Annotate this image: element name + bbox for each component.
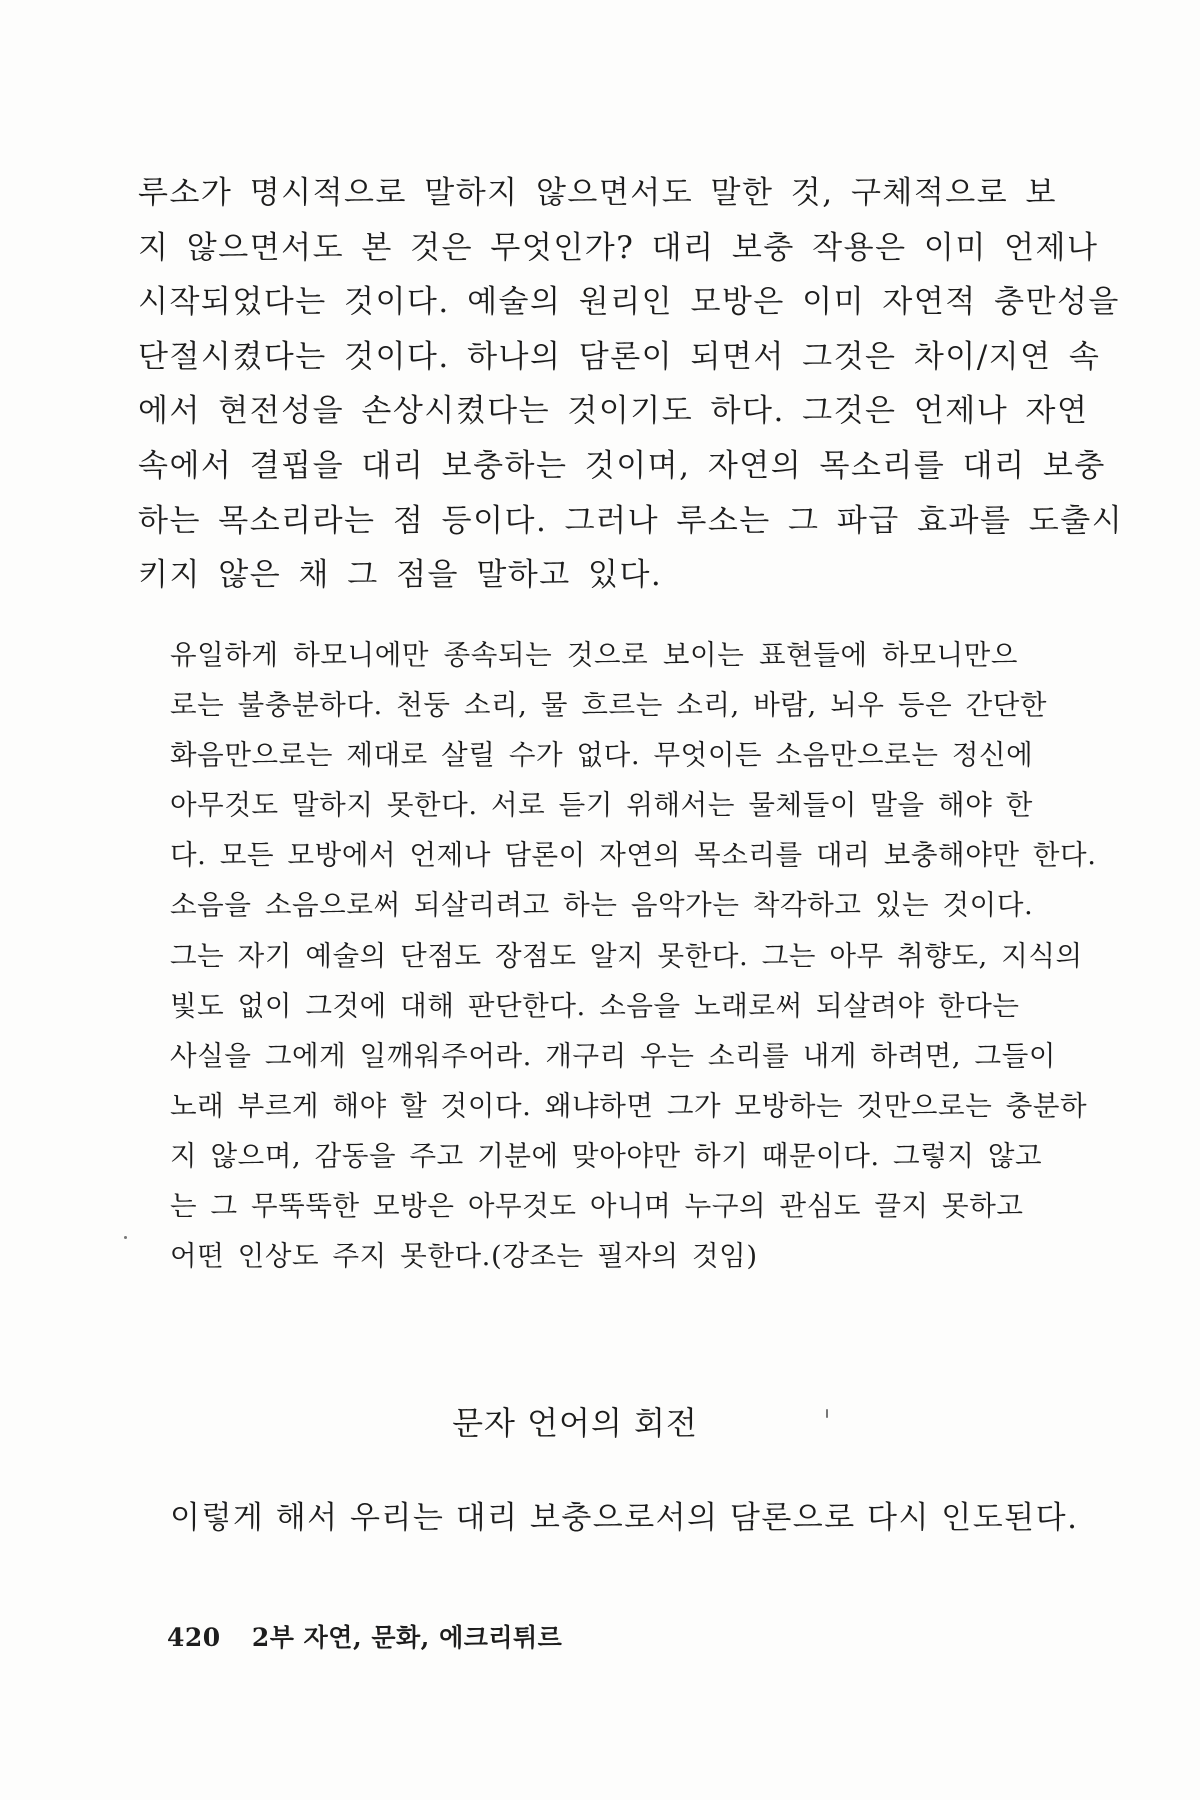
quotation-line: 사실을 그에게 일깨워주어라. 개구리 우는 소리를 내게 하려면, 그들이 bbox=[170, 1039, 1057, 1072]
quotation-line: 화음만으로는 제대로 살릴 수가 없다. 무엇이든 소음만으로는 정신에 bbox=[170, 739, 1034, 772]
paragraph-line: 시작되었다는 것이다. 예술의 원리인 모방은 이미 자연적 충만성을 bbox=[138, 284, 1120, 321]
paragraph-line: 루소가 명시적으로 말하지 않으면서도 말한 것, 구체적으로 보 bbox=[138, 175, 1057, 211]
scan-speck bbox=[826, 1409, 828, 1418]
quotation-line: 는 그 무뚝뚝한 모방은 아무것도 아니며 누구의 관심도 끌지 못하고 bbox=[170, 1190, 1024, 1223]
section-heading: 문자 언어의 회전 bbox=[452, 1404, 698, 1442]
quotation-line: 어떤 인상도 주지 못한다.(강조는 필자의 것임) bbox=[170, 1240, 758, 1273]
paragraph-line: 단절시켰다는 것이다. 하나의 담론이 되면서 그것은 차이/지연 속 bbox=[138, 338, 1101, 375]
quotation-line: 지 않으며, 감동을 주고 기분에 맞아야만 하기 때문이다. 그렇지 않고 bbox=[170, 1139, 1043, 1172]
main-paragraph bbox=[138, 166, 1124, 603]
quotation-line: 그는 자기 예술의 단점도 장점도 알지 못한다. 그는 아무 취향도, 지식의 bbox=[170, 939, 1083, 972]
quotation-line: 로는 불충분하다. 천둥 소리, 물 흐르는 소리, 바람, 뇌우 등은 간단한 bbox=[170, 689, 1048, 722]
block-quotation bbox=[170, 630, 1097, 1281]
quotation-line: 빛도 없이 그것에 대해 판단한다. 소음을 노래로써 되살려야 한다는 bbox=[170, 989, 1020, 1022]
quotation-line: 유일하게 하모니에만 종속되는 것으로 보이는 표현들에 하모니만으 bbox=[170, 639, 1018, 671]
closing-line: 이렇게 해서 우리는 대리 보충으로서의 담론으로 다시 인도된다. bbox=[170, 1500, 1079, 1536]
scan-speck bbox=[124, 1236, 127, 1239]
paragraph-line: 에서 현전성을 손상시켰다는 것이기도 하다. 그것은 언제나 자연 bbox=[138, 393, 1089, 430]
page-footer bbox=[167, 1618, 562, 1654]
paragraph-line: 키지 않은 채 그 점을 말하고 있다. bbox=[138, 557, 663, 594]
paragraph-line: 하는 목소리라는 점 등이다. 그러나 루소는 그 파급 효과를 도출시 bbox=[138, 502, 1124, 539]
quotation-line: 아무것도 말하지 못한다. 서로 듣기 위해서는 물체들이 말을 해야 한 bbox=[170, 789, 1033, 822]
paragraph-line: 지 않으면서도 본 것은 무엇인가? 대리 보충 작용은 이미 언제나 bbox=[138, 229, 1099, 266]
quotation-line: 노래 부르게 해야 할 것이다. 왜냐하면 그가 모방하는 것만으로는 충분하 bbox=[170, 1089, 1088, 1122]
running-title: 2부 자연, 문화, 에크리튀르 bbox=[251, 1623, 563, 1652]
paragraph-line: 속에서 결핍을 대리 보충하는 것이며, 자연의 목소리를 대리 보충 bbox=[138, 447, 1106, 484]
quotation-line: 다. 모든 모방에서 언제나 담론이 자연의 목소리를 대리 보충해야만 한다. bbox=[170, 839, 1097, 872]
page-number: 420 bbox=[167, 1623, 221, 1652]
quotation-line: 소음을 소음으로써 되살리려고 하는 음악가는 착각하고 있는 것이다. bbox=[170, 889, 1034, 922]
